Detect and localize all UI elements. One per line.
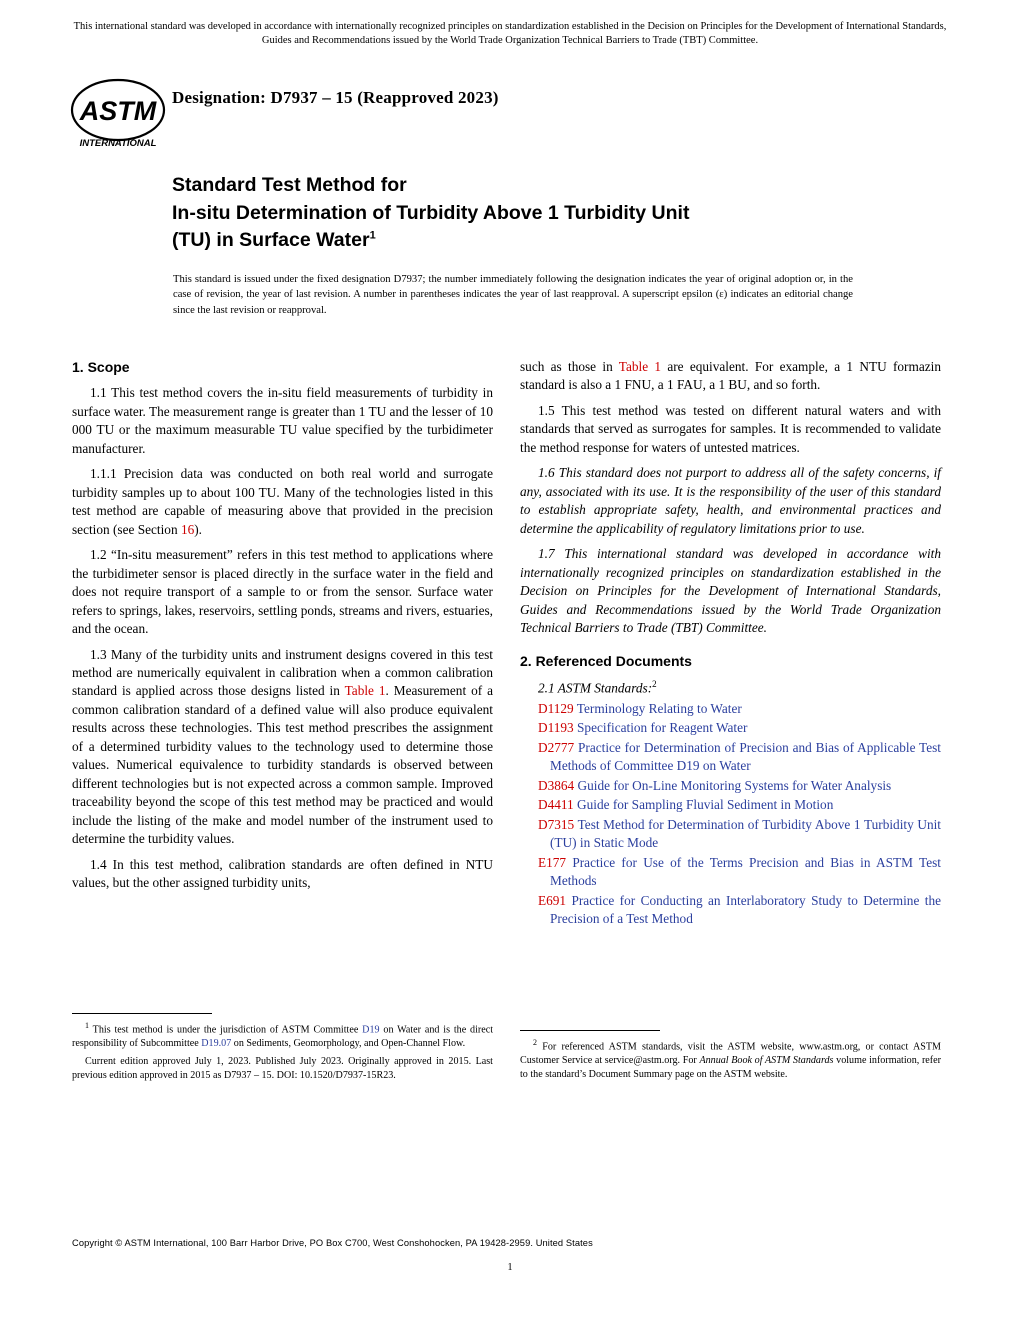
- ref-title[interactable]: Specification for Reagent Water: [577, 720, 748, 736]
- paragraph-1-7: 1.7 This international standard was developed in accordance with internationally recognized principles on standardization established in the Decision on Principles for the Development of International Standards, Guides and Recommendations issued by the World Trade Organization Technical Barriers to Trade (TBT) Committee.: [520, 546, 941, 636]
- footnote-1: [72, 1020, 493, 1051]
- paragraph-1-1-1-text-b: ).: [194, 521, 202, 537]
- footnote-edition-info: Current edition approved July 1, 2023. Published July 2023. Originally approved in 2015. Last previous edition approved in 2015 as D7937 – 15. DOI: 10.1520/D7937-15R23.: [72, 1056, 493, 1082]
- paragraph-1-1-text: 1.1 This test method covers the in-situ field measurements of turbidity in surface water. The measurement range is greater than 1 TU and the lesser of 10 000 TU or the maximum measurable TU value specified by the turbidimeter manufacturer.: [72, 385, 493, 456]
- paragraph-1-4-cont-text-a: such as those in: [520, 359, 619, 374]
- ref-title[interactable]: Practice for Conducting an Interlaboratory Study to Determine the Precision of a Test Method: [550, 892, 941, 927]
- ref-code[interactable]: E691: [538, 892, 567, 908]
- paragraph-1-1-1: [72, 465, 493, 539]
- footnote-right: [520, 1037, 941, 1086]
- ref-title[interactable]: Guide for On-Line Monitoring Systems for Water Analysis: [577, 777, 892, 793]
- ref-title[interactable]: Terminology Relating to Water: [576, 700, 742, 716]
- page-title: [172, 172, 872, 255]
- column-right: [520, 358, 941, 930]
- footnote-1-text-b: on Water and is the direct responsibility of Subcommittee: [72, 1024, 493, 1050]
- footnote-rule-right: [520, 1030, 660, 1031]
- paragraph-1-3-text-b: . Measurement of a common calibration standard of a defined value will also produce equivalent results across these technologies. This test method prescribes the assignment of a determined turbidity values to the technology used to determine those values. Numerical equivalence to turbidity standards is observed between different technologies but is not expected across a common sample. Improved traceability beyond the scope of this test method may be practiced and would include the listing of the make and model number of the instrument used to determine the turbidity values.: [72, 683, 493, 847]
- paragraph-1-2: 1.2 “In-situ measurement” refers in this test method to applications where the turbidimeter sensor is placed directly in the surface water in the field and does not require transport of a sample to or from the sensor. Surface water refers to springs, lakes, reservoirs, settling ponds, streams and rivers, estuaries, and the ocean.: [72, 547, 493, 637]
- footnote-2: [520, 1037, 941, 1082]
- ref-title[interactable]: Practice for Use of the Terms Precision and Bias in ASTM Test Methods: [550, 854, 941, 889]
- issue-statement: This standard is issued under the fixed designation D7937; the number immediately following the designation indicates the year of original adoption or, in the case of revision, the year of last revision. A number in parentheses indicates the year of last reapproval. A superscript epsilon (ε) indicates an editorial change since the last revision or reapproval.: [173, 274, 853, 316]
- link-table-1-a[interactable]: Table 1: [344, 683, 386, 699]
- tbt-header-note: This international standard was developed in accordance with internationally recognized principles on standardization established in the Decision on Principles for the Development of International Standards, Guides and Recommendations issued by the World Trade Organization Technical Barriers to Trade (TBT) Committee.: [73, 21, 947, 47]
- paragraph-1-3: [72, 646, 493, 849]
- link-committee-d19[interactable]: D19: [362, 1024, 380, 1036]
- list-item[interactable]: [520, 854, 941, 891]
- ref-title[interactable]: Practice for Determination of Precision and Bias of Applicable Test Methods of Committee D19 on Water: [550, 739, 941, 774]
- ref-code[interactable]: D1129: [538, 700, 574, 716]
- paragraph-1-1: [72, 384, 493, 458]
- paragraph-1-6: 1.6 This standard does not purport to address all of the safety concerns, if any, associated with its use. It is the responsibility of the user of this standard to establish appropriate safety, health, and environmental practices and determine the applicability of regulatory limitations prior to use.: [520, 465, 941, 536]
- footnote-1-marker: 1: [85, 1021, 89, 1030]
- title-line-1: Standard Test Method for: [172, 174, 407, 196]
- paragraph-1-4: 1.4 In this test method, calibration standards are often defined in NTU values, but the other assigned turbidity units,: [72, 856, 493, 891]
- list-item[interactable]: [520, 816, 941, 853]
- footnote-1-text-c: on Sediments, Geomorphology, and Open-Channel Flow.: [231, 1038, 466, 1050]
- list-item[interactable]: [520, 739, 941, 776]
- link-section-16[interactable]: 16: [180, 521, 195, 537]
- footnote-2-text-b: volume information, refer to the standard’s Document Summary page on the ASTM website.: [520, 1055, 941, 1081]
- title-line-2: In-situ Determination of Turbidity Above 1 Turbidity Unit: [172, 201, 690, 224]
- section-heading-referenced-documents: 2. Referenced Documents: [520, 652, 692, 669]
- paragraph-1-5: 1.5 This test method was tested on different natural waters and with standards that served as surrogates for samples. It is recommended to validate the method response for waters of untested matrices.: [520, 402, 941, 455]
- ref-code[interactable]: D7315: [538, 816, 575, 832]
- astm-standards-label: [520, 678, 941, 698]
- footnote-2-text-italic: Annual Book of ASTM Standards: [699, 1055, 834, 1067]
- footnote-2-marker: 2: [533, 1038, 537, 1047]
- section-heading-scope: 1. Scope: [72, 359, 130, 375]
- paragraph-1-3-text-a: 1.3 Many of the turbidity units and instrument designs covered in this test method are numerically equivalent in calibration when a common calibration standard is applied across those designs listed in: [72, 646, 493, 699]
- link-subcommittee-d1907[interactable]: D19.07: [201, 1038, 232, 1050]
- ref-code[interactable]: E177: [538, 854, 567, 870]
- list-item[interactable]: [520, 796, 941, 814]
- ref-code[interactable]: D4411: [538, 797, 574, 813]
- referenced-documents-list: [520, 700, 941, 929]
- page-number: 1: [507, 1262, 513, 1273]
- footnote-left: [72, 1020, 493, 1087]
- paragraph-1-4-cont-text-b: are equivalent. For example, a 1 NTU formazin standard is also a 1 FNU, a 1 FAU, a 1 BU, and so forth.: [520, 359, 941, 393]
- footnote-2-text-a: For referenced ASTM standards, visit the ASTM website, www.astm.org, or contact ASTM Customer Service at service@astm.org. For: [520, 1041, 941, 1067]
- title-line-3-text: (TU) in Surface Water: [172, 229, 370, 252]
- ref-code[interactable]: D1193: [538, 720, 574, 736]
- footnote-rule-left: [72, 1013, 212, 1014]
- astm-logo: [68, 76, 176, 150]
- list-item[interactable]: [520, 777, 941, 795]
- list-item[interactable]: [520, 700, 941, 718]
- title-line-3: [172, 227, 872, 255]
- designation-line: Designation: D7937 – 15 (Reapproved 2023): [172, 88, 499, 107]
- paragraph-1-4-continued: [520, 358, 941, 395]
- astm-standards-footnote-marker: 2: [652, 679, 657, 690]
- ref-title[interactable]: Guide for Sampling Fluvial Sediment in Motion: [577, 797, 834, 813]
- column-left: [72, 358, 493, 900]
- copyright-notice: Copyright © ASTM International, 100 Barr Harbor Drive, PO Box C700, West Conshohocken, PA 19428-2959. United States: [72, 1238, 593, 1248]
- list-item[interactable]: [520, 719, 941, 737]
- svg-text:ASTM: ASTM: [79, 96, 157, 126]
- ref-title[interactable]: Test Method for Determination of Turbidity Above 1 Turbidity Unit (TU) in Static Mode: [550, 816, 941, 851]
- link-table-1-b[interactable]: Table 1: [618, 359, 662, 374]
- ref-code[interactable]: D3864: [538, 777, 575, 793]
- list-item[interactable]: [520, 892, 941, 929]
- svg-text:INTERNATIONAL: INTERNATIONAL: [79, 138, 157, 149]
- footnote-1-text-a: This test method is under the jurisdiction of ASTM Committee: [92, 1024, 363, 1036]
- ref-code[interactable]: D2777: [538, 739, 575, 755]
- paragraph-1-1-1-text-a: 1.1.1 Precision data was conducted on both real world and surrogate turbidity samples up to about 100 TU. Many of the technologies listed in this test method are capable of measuring above that provided in the precision section (see Section: [72, 466, 493, 537]
- astm-standards-label-text: 2.1 ASTM Standards:: [538, 680, 653, 696]
- title-footnote-marker: 1: [369, 229, 376, 242]
